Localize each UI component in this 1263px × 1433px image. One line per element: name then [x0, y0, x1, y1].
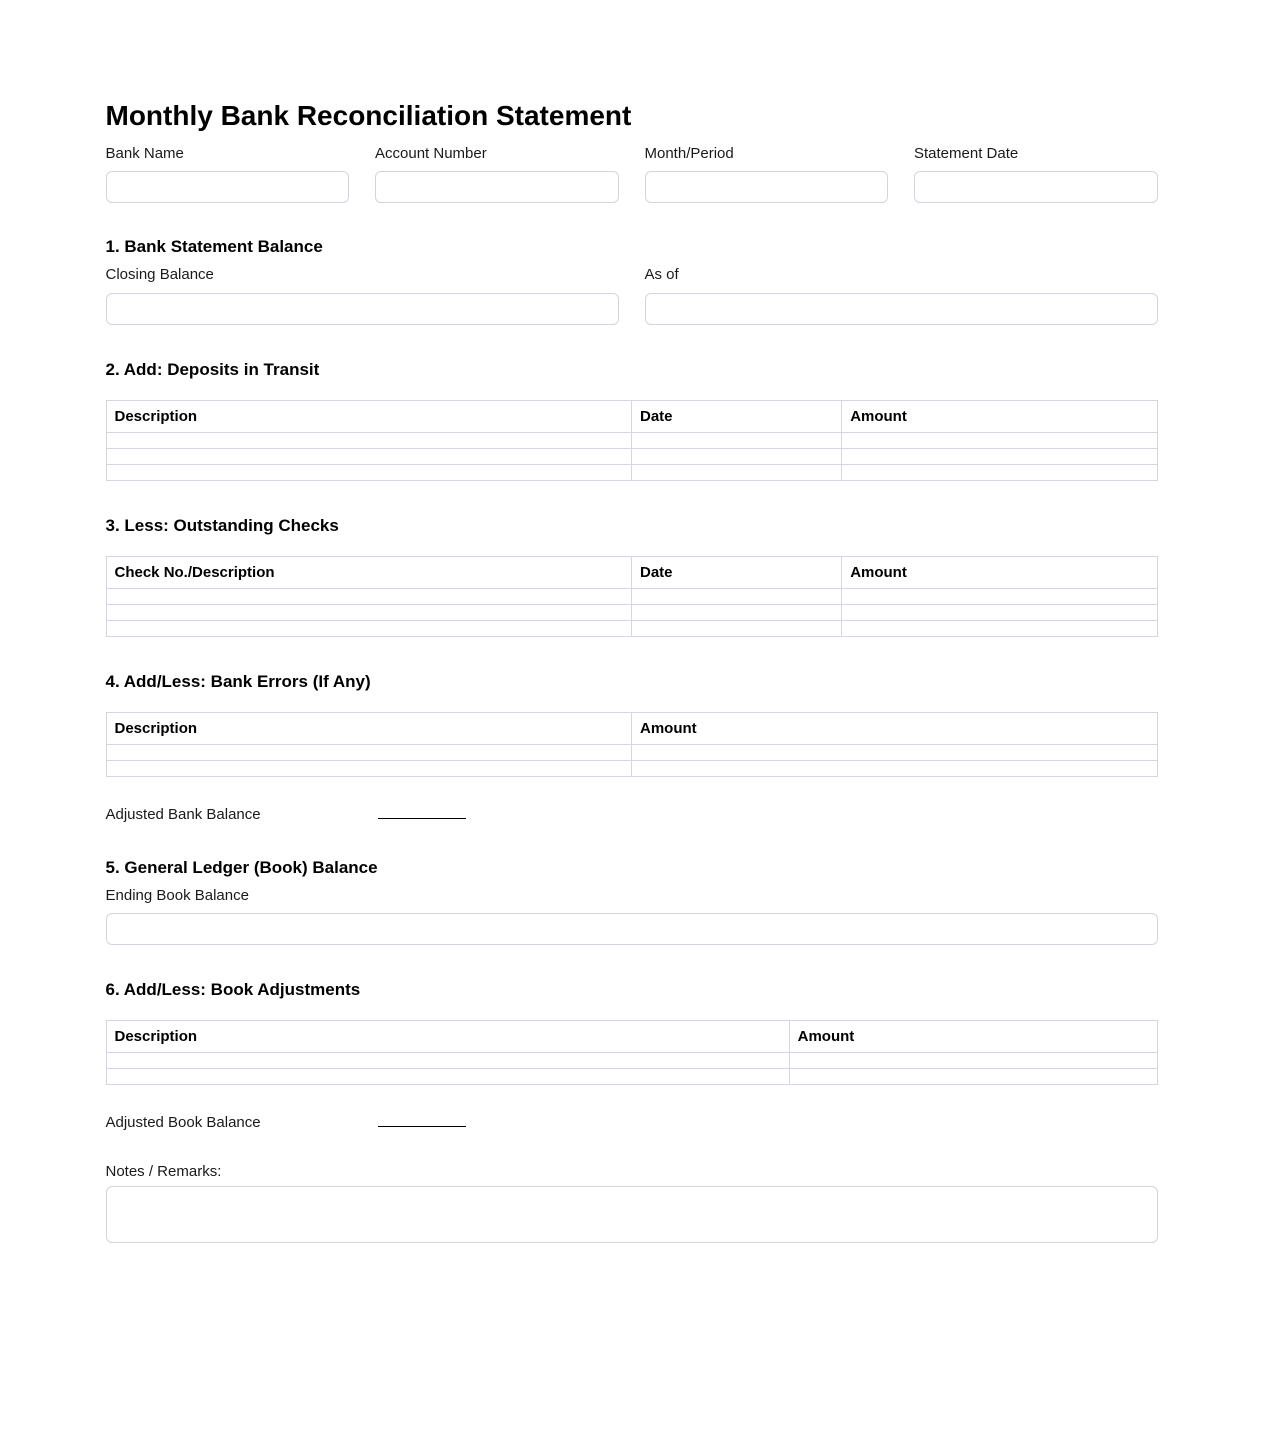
table-row: [106, 1068, 1157, 1084]
table-row: [106, 464, 1157, 480]
column-header-amount: Amount: [632, 712, 1158, 744]
header-fields-row: [106, 145, 1158, 203]
cell-amount: [632, 744, 1158, 760]
section-1-heading: 1. Bank Statement Balance: [105, 237, 323, 257]
adjusted-book-balance-label: Adjusted Book Balance: [105, 1113, 261, 1131]
table-row: [106, 760, 1157, 776]
statement-date-label: Statement Date: [914, 145, 1019, 162]
statement-date-field-group: [914, 145, 1158, 203]
table-row: [106, 448, 1157, 464]
table-header-row: [106, 712, 1157, 744]
cell-date: [632, 588, 842, 604]
cell-description: [106, 432, 632, 448]
adjusted-bank-balance-label: Adjusted Bank Balance: [105, 805, 261, 823]
table-header-row: [106, 400, 1157, 432]
column-header-description: Description: [106, 1020, 789, 1052]
cell-description: [106, 760, 632, 776]
outstanding-checks-table: [106, 556, 1158, 637]
cell-amount: [789, 1052, 1157, 1068]
cell-date: [632, 604, 842, 620]
bank-name-field-group: [106, 145, 350, 203]
column-header-date: Date: [632, 400, 842, 432]
bank-errors-table: [106, 712, 1158, 777]
cell-description: [106, 1052, 789, 1068]
cell-amount: [842, 588, 1157, 604]
cell-amount: [842, 432, 1157, 448]
cell-date: [632, 432, 842, 448]
bank-reconciliation-form: [106, 0, 1158, 1433]
cell-check-no: [106, 604, 632, 620]
month-period-field-group: [645, 145, 889, 203]
notes-remarks-textarea[interactable]: [106, 1186, 1158, 1243]
ending-book-balance-field-group: [106, 887, 1158, 945]
table-row: [106, 744, 1157, 760]
closing-balance-input[interactable]: [106, 293, 619, 325]
cell-description: [106, 1068, 789, 1084]
account-number-label: Account Number: [375, 145, 487, 162]
cell-date: [632, 464, 842, 480]
adjusted-book-balance-blank-line: [378, 1112, 466, 1127]
section-6-heading: 6. Add/Less: Book Adjustments: [105, 979, 361, 999]
cell-amount: [632, 760, 1158, 776]
closing-balance-label: Closing Balance: [105, 266, 214, 284]
month-period-label: Month/Period: [644, 145, 734, 162]
cell-amount: [842, 448, 1157, 464]
month-period-input[interactable]: [645, 171, 889, 203]
table-row: [106, 1052, 1157, 1068]
column-header-date: Date: [632, 556, 842, 588]
table-row: [106, 620, 1157, 636]
cell-check-no: [106, 588, 632, 604]
cell-description: [106, 448, 632, 464]
closing-balance-field-group: [106, 266, 619, 324]
account-number-field-group: [375, 145, 619, 203]
table-row: [106, 432, 1157, 448]
cell-description: [106, 464, 632, 480]
table-header-row: [106, 556, 1157, 588]
section-5-heading: 5. General Ledger (Book) Balance: [105, 857, 378, 877]
cell-amount: [842, 604, 1157, 620]
column-header-check-no-description: Check No./Description: [106, 556, 632, 588]
bank-name-input[interactable]: [106, 171, 350, 203]
as-of-field-group: [645, 266, 1158, 324]
adjusted-bank-balance-blank-line: [378, 804, 466, 819]
adjusted-bank-balance-row: [106, 804, 1158, 824]
table-row: [106, 604, 1157, 620]
cell-description: [106, 744, 632, 760]
cell-amount: [842, 464, 1157, 480]
as-of-label: As of: [644, 266, 679, 284]
bank-name-label: Bank Name: [105, 145, 184, 162]
statement-date-input[interactable]: [914, 171, 1158, 203]
bank-statement-balance-fields: [106, 266, 1158, 324]
ending-book-balance-label: Ending Book Balance: [105, 886, 249, 904]
book-adjustments-table: [106, 1020, 1158, 1085]
account-number-input[interactable]: [375, 171, 619, 203]
column-header-description: Description: [106, 712, 632, 744]
cell-amount: [842, 620, 1157, 636]
cell-date: [632, 620, 842, 636]
table-row: [106, 588, 1157, 604]
ending-book-balance-input[interactable]: [106, 913, 1158, 945]
table-header-row: [106, 1020, 1157, 1052]
as-of-input[interactable]: [645, 293, 1158, 325]
notes-remarks-label: Notes / Remarks:: [105, 1162, 222, 1180]
cell-amount: [789, 1068, 1157, 1084]
deposits-in-transit-table: [106, 400, 1158, 481]
column-header-amount: Amount: [842, 400, 1157, 432]
section-4-heading: 4. Add/Less: Bank Errors (If Any): [105, 671, 371, 691]
column-header-amount: Amount: [789, 1020, 1157, 1052]
section-2-heading: 2. Add: Deposits in Transit: [105, 359, 320, 379]
column-header-description: Description: [106, 400, 632, 432]
column-header-amount: Amount: [842, 556, 1157, 588]
section-3-heading: 3. Less: Outstanding Checks: [105, 515, 339, 535]
page-title: Monthly Bank Reconciliation Statement: [105, 100, 632, 131]
cell-date: [632, 448, 842, 464]
adjusted-book-balance-row: [106, 1112, 1158, 1132]
cell-check-no: [106, 620, 632, 636]
